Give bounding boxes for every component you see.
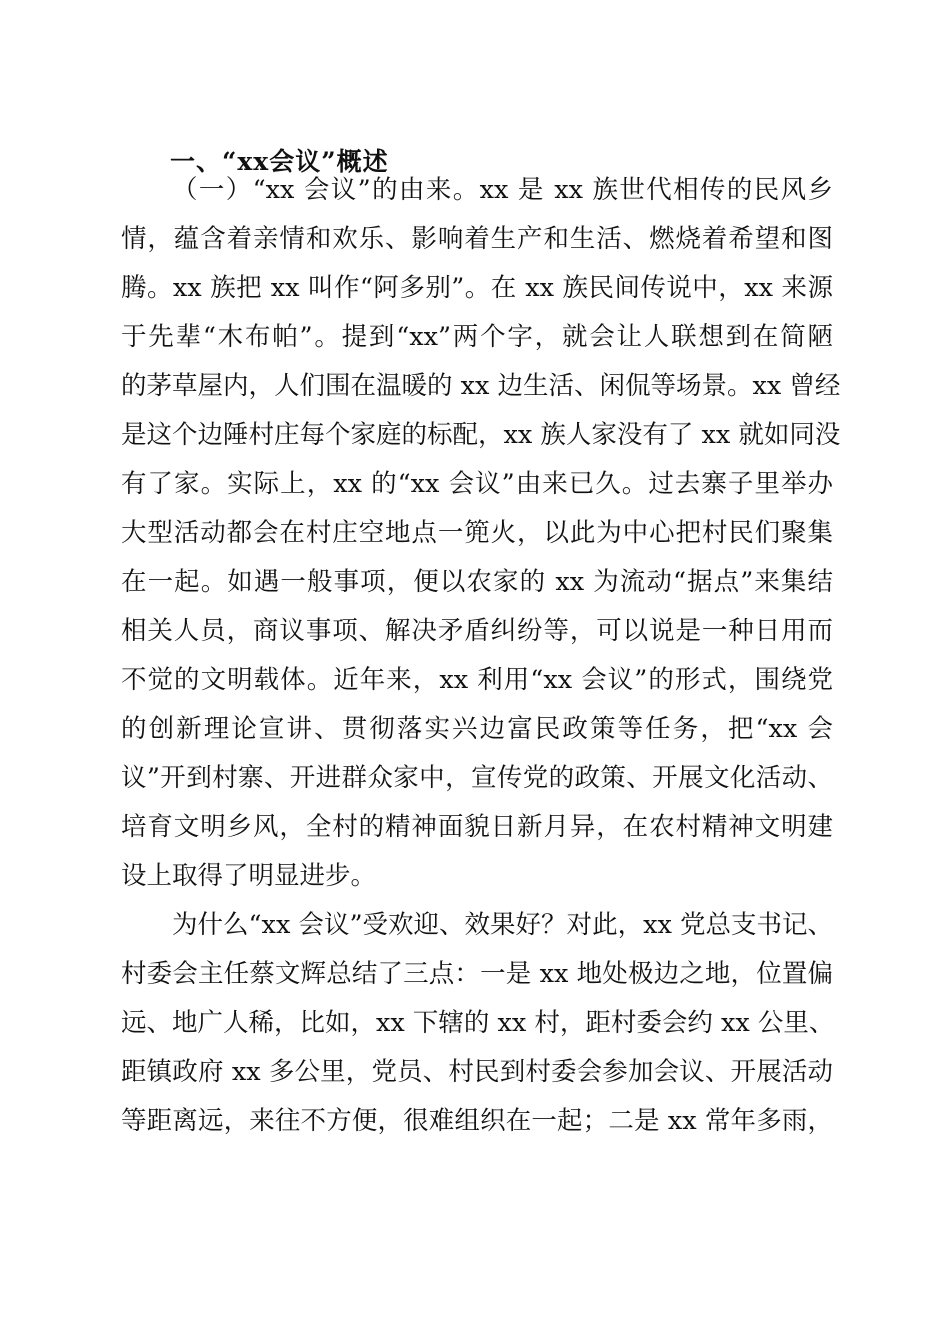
paragraph-line: 于先辈“木布帕”。提到“xx”两个字，就会让人联想到在简陋 xyxy=(121,322,833,352)
paragraph-line: 为什么“xx 会议”受欢迎、效果好？对此，xx 党总支书记、 xyxy=(172,910,833,940)
section-heading: 一、“xx会议”概述 xyxy=(170,147,389,176)
paragraph-line: （一）“xx 会议”的由来。xx 是 xx 族世代相传的民风乡 xyxy=(172,175,833,205)
paragraph-line: 村委会主任蔡文辉总结了三点：一是 xx 地处极边之地，位置偏 xyxy=(121,959,833,989)
paragraph-line: 不觉的文明载体。近年来，xx 利用“xx 会议”的形式，围绕党 xyxy=(121,665,833,695)
paragraph-line: 培育文明乡风，全村的精神面貌日新月异，在农村精神文明建 xyxy=(121,812,833,842)
paragraph-line: 距镇政府 xx 多公里，党员、村民到村委会参加会议、开展活动 xyxy=(121,1057,833,1087)
paragraph-line: 设上取得了明显进步。 xyxy=(121,861,377,891)
paragraph-line: 是这个边陲村庄每个家庭的标配，xx 族人家没有了 xx 就如同没 xyxy=(121,420,841,450)
paragraph-line: 议”开到村寨、开进群众家中，宣传党的政策、开展文化活动、 xyxy=(121,763,833,793)
paragraph-line: 大型活动都会在村庄空地点一篼火，以此为中心把村民们聚集 xyxy=(121,518,833,548)
paragraph-line: 远、地广人稀，比如，xx 下辖的 xx 村，距村委会约 xx 公里、 xyxy=(121,1008,835,1038)
paragraph-line: 的创新理论宣讲、贯彻落实兴边富民政策等任务，把“xx 会 xyxy=(121,714,833,744)
paragraph-line: 等距离远，来往不方便，很难组织在一起；二是 xx 常年多雨， xyxy=(121,1106,833,1136)
paragraph-line: 有了家。实际上，xx 的“xx 会议”由来已久。过去寨子里举办 xyxy=(121,469,833,499)
paragraph-line: 腾。xx 族把 xx 叫作“阿多别”。在 xx 族民间传说中，xx 来源 xyxy=(121,273,833,303)
paragraph-line: 的茅草屋内，人们围在温暖的 xx 边生活、闲侃等场景。xx 曾经 xyxy=(121,371,841,401)
paragraph-line: 相关人员，商议事项、解决矛盾纠纷等，可以说是一种日用而 xyxy=(121,616,833,646)
paragraph-line: 在一起。如遇一般事项，便以农家的 xx 为流动“据点”来集结 xyxy=(121,567,833,597)
paragraph-line: 情，蕴含着亲情和欢乐、影响着生产和生活、燃烧着希望和图 xyxy=(121,224,833,254)
